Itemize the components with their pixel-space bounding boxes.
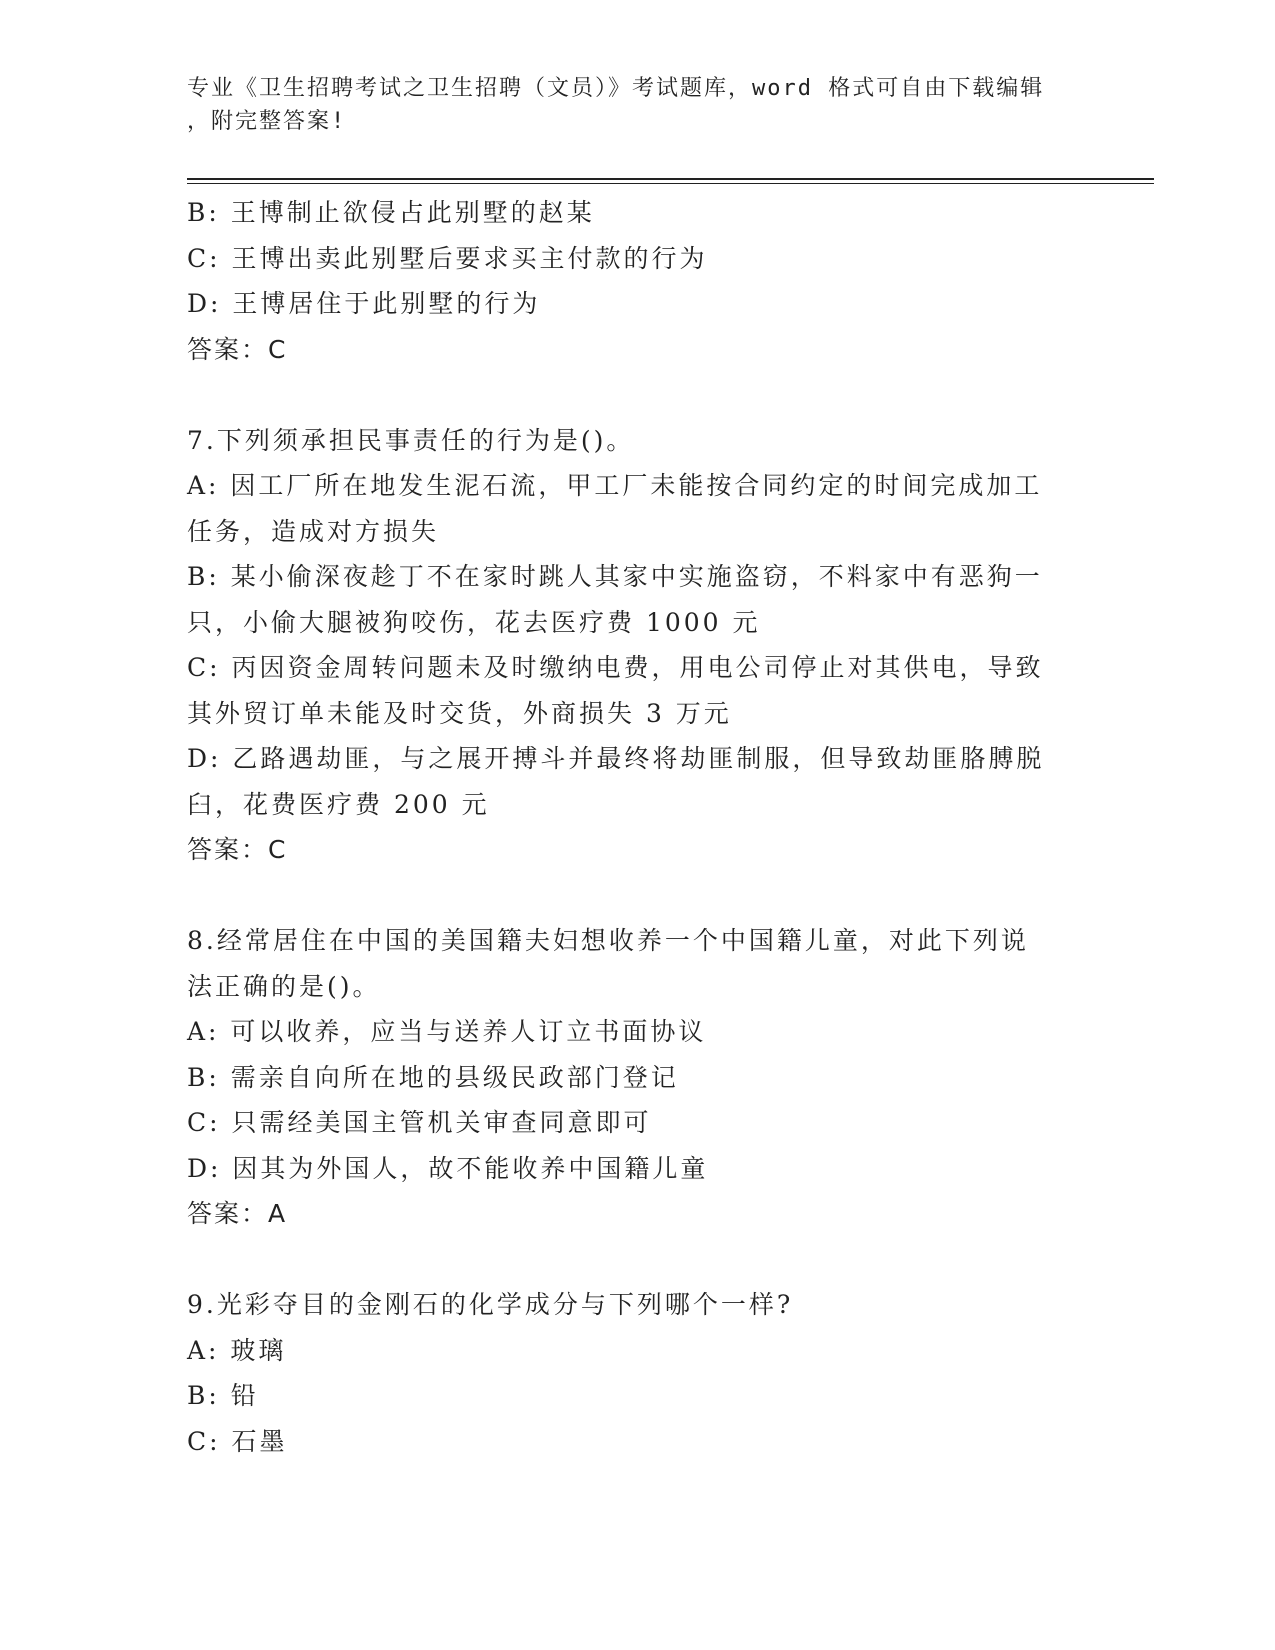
question-7 — [187, 418, 1077, 873]
header-divider-thick — [187, 178, 1154, 180]
spacer — [187, 372, 1077, 418]
q8-option-c: C: 只需经美国主管机关审查同意即可 — [187, 1108, 652, 1137]
q7-option-a: A: 因工厂所在地发生泥石流，甲工厂未能按合同约定的时间完成加工 — [187, 471, 1043, 500]
q6-option-b: B: 王博制止欲侵占此别墅的赵某 — [187, 198, 595, 227]
spacer — [187, 1237, 1077, 1283]
q7-option-b-cont: 只，小偷大腿被狗咬伤，花去医疗费 1000 元 — [187, 607, 761, 637]
document-header — [187, 72, 1067, 138]
question-list — [187, 190, 1077, 1464]
q7-option-c: C: 丙因资金周转问题未及时缴纳电费，用电公司停止对其供电，导致 — [187, 653, 1044, 682]
q9-option-b: B: 铅 — [187, 1381, 259, 1410]
q8-option-d: D: 因其为外国人，故不能收养中国籍儿童 — [187, 1153, 709, 1183]
q9-stem: 9.光彩夺目的金刚石的化学成分与下列哪个一样? — [187, 1290, 794, 1319]
q7-option-a-cont: 任务，造成对方损失 — [187, 516, 440, 546]
q8-stem-line-2: 法正确的是()。 — [187, 971, 381, 1001]
question-6-continued — [187, 190, 1077, 372]
q8-stem-line-1: 8.经常居住在中国的美国籍夫妇想收养一个中国籍儿童，对此下列说 — [187, 926, 1029, 955]
question-9 — [187, 1282, 1077, 1464]
header-line-2: ，附完整答案! — [187, 109, 347, 134]
header-line-1: 专业《卫生招聘考试之卫生招聘（文员）》考试题库，word 格式可自由下载编辑 — [187, 76, 1045, 101]
q8-option-b: B: 需亲自向所在地的县级民政部门登记 — [187, 1062, 679, 1092]
q9-option-a: A: 玻璃 — [187, 1335, 287, 1365]
spacer — [187, 873, 1077, 919]
question-8 — [187, 918, 1077, 1237]
q8-answer: 答案：A — [187, 1199, 288, 1228]
q7-option-d-cont: 臼，花费医疗费 200 元 — [187, 789, 490, 819]
header-divider-thin — [187, 183, 1154, 184]
q9-option-c: C: 石墨 — [187, 1426, 288, 1456]
q7-option-d: D: 乙路遇劫匪，与之展开搏斗并最终将劫匪制服，但导致劫匪胳膊脱 — [187, 744, 1045, 773]
q8-option-a: A: 可以收养，应当与送养人订立书面协议 — [187, 1017, 707, 1046]
q7-answer: 答案：C — [187, 835, 288, 864]
q7-option-b: B: 某小偷深夜趁丁不在家时跳人其家中实施盗窃，不料家中有恶狗一 — [187, 562, 1043, 591]
q7-stem: 7.下列须承担民事责任的行为是()。 — [187, 425, 635, 455]
q7-option-c-cont: 其外贸订单未能及时交货，外商损失 3 万元 — [187, 698, 732, 728]
q6-option-d: D: 王博居住于此别墅的行为 — [187, 289, 541, 318]
q6-option-c: C: 王博出卖此别墅后要求买主付款的行为 — [187, 243, 708, 273]
q6-answer: 答案：C — [187, 334, 288, 364]
